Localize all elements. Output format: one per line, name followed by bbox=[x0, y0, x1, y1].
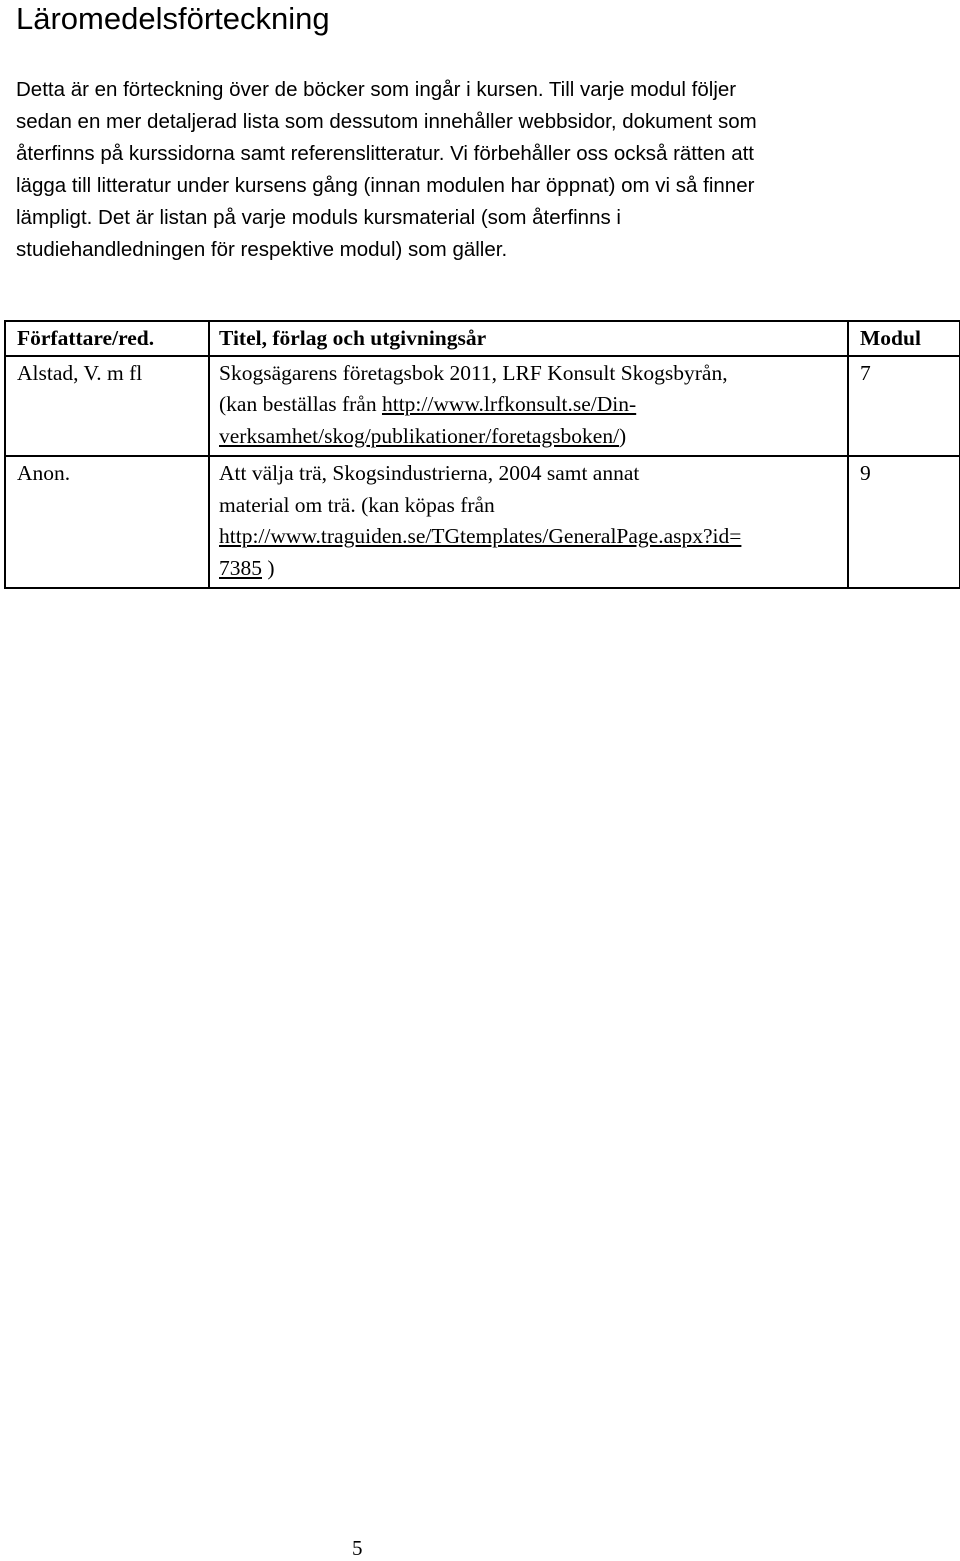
traguiden-link[interactable]: http://www.traguiden.se/TGtemplates/GeneralPage.aspx?id= bbox=[219, 524, 742, 548]
intro-line: Detta är en förteckning över de böcker som ingår i kursen. Till varje modul följer bbox=[16, 78, 737, 101]
title-line bbox=[219, 389, 839, 421]
module-cell: 9 bbox=[848, 456, 960, 588]
table-row bbox=[5, 456, 960, 588]
book-list-table bbox=[4, 320, 960, 589]
intro-line: återfinns på kurssidorna samt referenslitteratur. Vi förbehåller oss också rätten att bbox=[16, 142, 754, 165]
intro-line: lägga till litteratur under kursens gång (innan modulen har öppnat) om vi så finner bbox=[16, 174, 755, 197]
title-text: Skogsägarens företagsbok 2011, LRF Konsult Skogsbyrån, bbox=[219, 360, 728, 385]
title-text: ) bbox=[619, 423, 627, 448]
page-number: 5 bbox=[352, 1536, 363, 1560]
traguiden-link-continued[interactable]: 7385 bbox=[219, 555, 262, 580]
intro-line: sedan en mer detaljerad lista som dessutom innehåller webbsidor, dokument som bbox=[16, 110, 757, 133]
lrfkonsult-link-continued[interactable]: verksamhet/skog/publikationer/foretagsboken/ bbox=[219, 423, 620, 448]
intro-line: lämpligt. Det är listan på varje moduls kursmaterial (som återfinns i bbox=[16, 206, 621, 229]
table-header-row bbox=[5, 321, 960, 356]
title-line bbox=[219, 421, 839, 453]
header-module: Modul bbox=[848, 321, 960, 356]
author-cell: Alstad, V. m fl bbox=[5, 356, 209, 457]
intro-line: studiehandledningen för respektive modul) som gäller. bbox=[16, 238, 508, 261]
table-row bbox=[5, 356, 960, 457]
author-cell: Anon. bbox=[5, 456, 209, 588]
title-cell bbox=[209, 456, 848, 588]
header-title: Titel, förlag och utgivningsår bbox=[209, 321, 848, 356]
title-text: material om trä. (kan köpas från bbox=[219, 492, 495, 517]
title-text: ) bbox=[262, 555, 275, 580]
page-title: Läromedelsförteckning bbox=[16, 1, 330, 36]
title-text: (kan beställas från bbox=[219, 392, 382, 416]
intro-paragraph bbox=[16, 74, 916, 266]
lrfkonsult-link[interactable]: http://www.lrfkonsult.se/Din- bbox=[381, 392, 637, 416]
title-text: Att välja trä, Skogsindustrierna, 2004 samt annat bbox=[219, 461, 640, 485]
title-line bbox=[219, 521, 839, 553]
title-cell bbox=[209, 356, 848, 457]
title-line bbox=[219, 553, 839, 585]
header-author: Författare/red. bbox=[5, 321, 209, 356]
module-cell: 7 bbox=[848, 356, 960, 457]
